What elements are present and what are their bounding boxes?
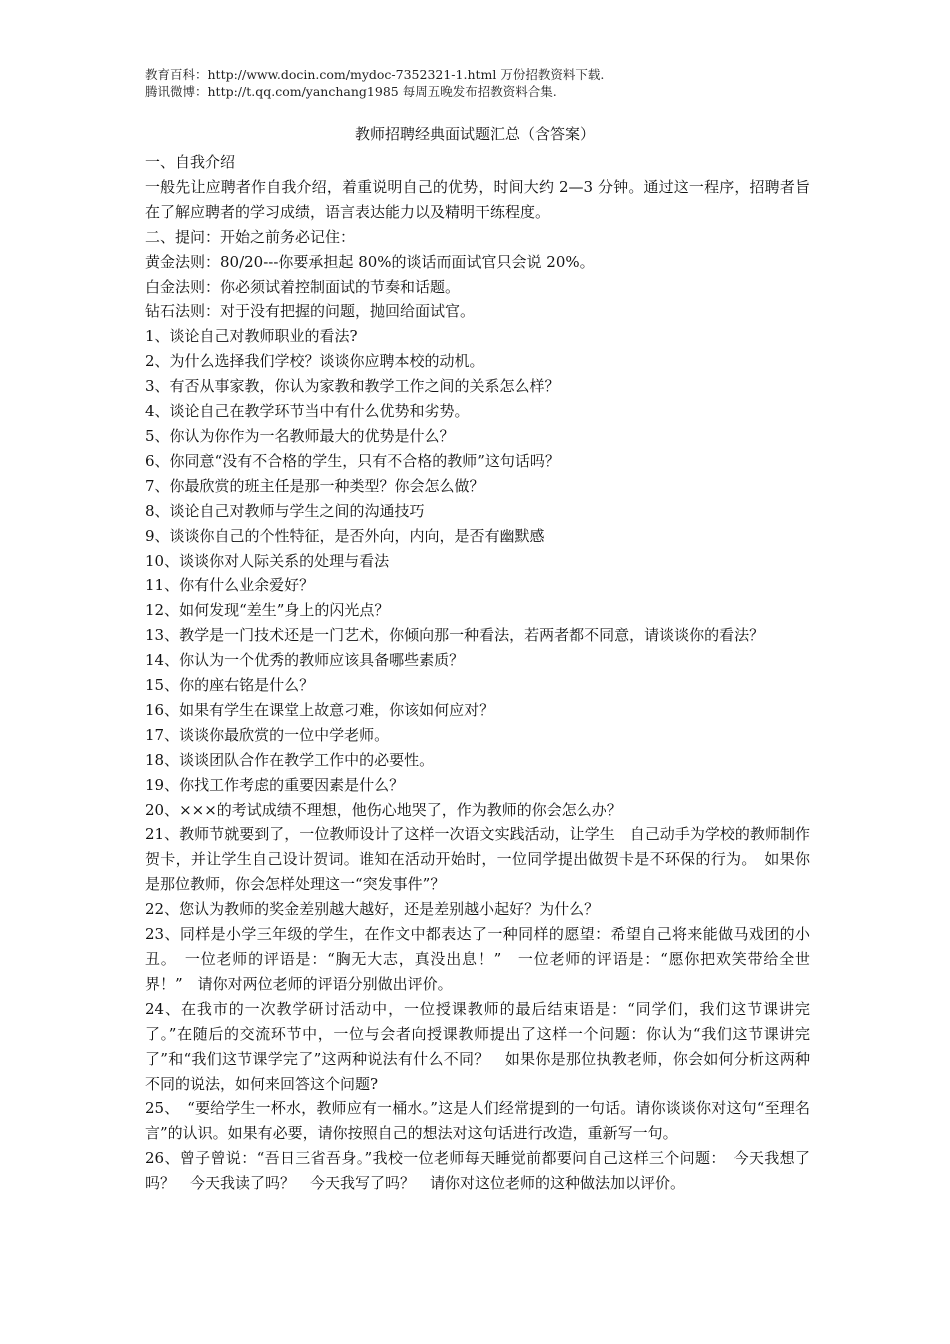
question-item: 3、有否从事家教，你认为家教和教学工作之间的关系怎么样？ [145, 377, 560, 396]
question-item: 2、为什么选择我们学校？谈谈你应聘本校的动机。 [145, 352, 485, 371]
document-title: 教师招聘经典面试题汇总（含答案） [354, 125, 595, 143]
question-item: 26、曾子曾说：“吾日三省吾身。”我校一位老师每天睡觉前都要问自己这样三个问题： 今天我想了吗？ 今天我读了吗？ 今天我写了吗？ 请你对这位老师的这种做法加以评价。 [145, 1149, 810, 1193]
question-item: 15、你的座右铭是什么？ [145, 676, 315, 695]
question-item: 13、教学是一门技术还是一门艺术，你倾向那一种看法，若两者都不同意，请谈谈你的看法？ [145, 626, 765, 645]
question-item: 14、你认为一个优秀的教师应该具备哪些素质？ [145, 651, 465, 670]
header-line-weibo: 腾讯微博：http://t.qq.com/yanchang1985 每周五晚发布招教资料合集. [145, 84, 557, 99]
question-item: 20、×××的考试成绩不理想，他伤心地哭了，作为教师的你会怎么办？ [145, 800, 622, 819]
paragraph: 一般先让应聘者作自我介绍，着重说明自己的优势，时间大约 2—3 分钟。通过这一程序，招聘者旨在了解应聘者的学习成绩，语言表达能力以及精明干练程度。 [145, 177, 810, 221]
question-item: 1、谈论自己对教师职业的看法? [145, 327, 358, 346]
question-item: 7、你最欣赏的班主任是那一种类型？你会怎么做？ [145, 476, 485, 495]
rule-item: 黄金法则：80/20---你要承担起 80%的谈话而面试官只会说 20%。 [145, 252, 595, 271]
question-item: 22、您认为教师的奖金差别越大越好，还是差别越小起好？为什么？ [145, 900, 600, 919]
question-item: 23、同样是小学三年级的学生，在作文中都表达了一种同样的愿望：希望自己将来能做马戏团的小丑。 一位老师的评语是：“胸无大志，真没出息！” 一位老师的评语是：“愿你把欢笑带给全世界！” 请你对两位老师的评语分别做出评价。 [145, 925, 810, 993]
question-item: 25、 “要给学生一杯水，教师应有一桶水。”这是人们经常提到的一句话。请你谈谈你对这句“至理名言”的认识。如果有必要，请你按照自己的想法对这句话进行改造，重新写一句。 [145, 1099, 810, 1143]
header-line-docin: 教育百科：http://www.docin.com/mydoc-7352321-1.html 万份招教资料下载. [145, 67, 605, 82]
rule-item: 钻石法则：对于没有把握的问题，抛回给面试官。 [145, 302, 476, 321]
question-item: 5、你认为你作为一名教师最大的优势是什么？ [145, 426, 455, 445]
question-item: 4、谈论自己在教学环节当中有什么优势和劣势。 [145, 402, 470, 421]
question-item: 24、在我市的一次教学研讨活动中，一位授课教师的最后结束语是：“同学们，我们这节课讲完了。”在随后的交流环节中，一位与会者向授课教师提出了这样一个问题：你认为“我们这节课讲完了”和“我们这节课学完了”这两种说法有什么不同？ 如果你是那位执教老师，你会如何分析这两种不同的说法，如何来回答这个问题? [145, 999, 810, 1093]
question-item: 18、谈谈团队合作在教学工作中的必要性。 [145, 750, 435, 769]
question-item: 8、谈论自己对教师与学生之间的沟通技巧 [145, 501, 425, 520]
question-item: 17、谈谈你最欣赏的一位中学老师。 [145, 725, 390, 744]
rule-item: 白金法则：你必须试着控制面试的节奏和话题。 [145, 277, 461, 296]
page-header [145, 66, 825, 100]
question-item: 16、如果有学生在课堂上故意刁难，你该如何应对？ [145, 700, 495, 719]
question-item: 12、如何发现“差生”身上的闪光点？ [145, 601, 390, 620]
section-heading: 二、提问：开始之前务必记住： [145, 227, 356, 246]
question-item: 19、你找工作考虑的重要因素是什么？ [145, 775, 405, 794]
section-heading: 一、自我介绍 [145, 153, 236, 171]
question-item: 6、你同意“没有不合格的学生，只有不合格的教师”这句话吗？ [145, 451, 560, 470]
document-body [145, 150, 810, 1196]
question-item: 9、谈谈你自己的个性特征，是否外向，内向，是否有幽默感 [145, 526, 545, 545]
question-item: 11、你有什么业余爱好？ [145, 576, 315, 595]
question-item: 21、教师节就要到了，一位教师设计了这样一次语文实践活动，让学生 自己动手为学校的教师制作贺卡，并让学生自己设计贺词。谁知在活动开始时，一位同学提出做贺卡是不环保的行为。 如果你是那位教师，你会怎样处理这一“突发事件”？ [145, 825, 810, 894]
question-item: 10、谈谈你对人际关系的处理与看法 [145, 551, 390, 570]
